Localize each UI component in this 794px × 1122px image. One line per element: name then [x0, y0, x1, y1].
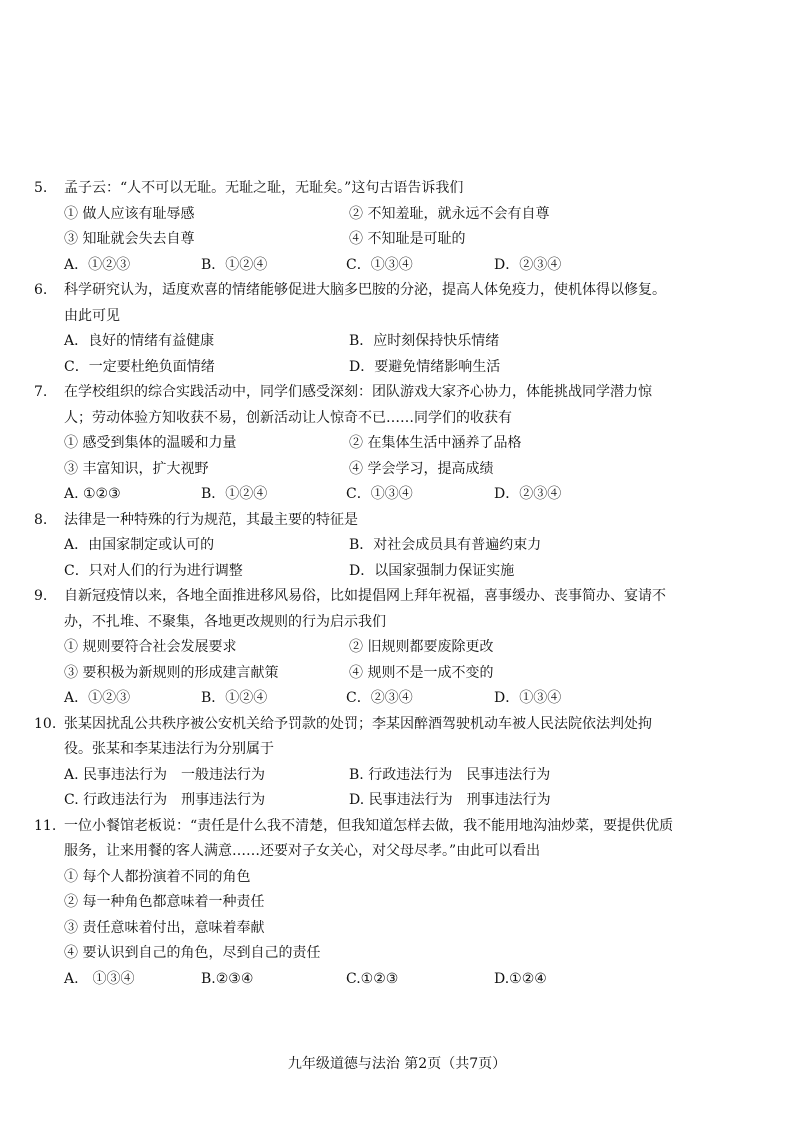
question-text: 张某因扰乱公共秩序被公安机关给予罚款的处罚；李某因醉酒驾驶机动车被人民法院依法判处拘役。张某和李某违法行为分别属于 [64, 715, 652, 757]
statement-item: ② 每一种角色都意味着一种责任 [64, 894, 265, 910]
option-a[interactable]: A. 民事违法行为 一般违法行为 [64, 766, 266, 783]
option-b[interactable]: B．①②④ [201, 486, 268, 502]
statement-item: ① 做人应该有耻辱感 [64, 205, 195, 222]
statement-item: ② 在集体生活中涵养了品格 [349, 435, 522, 451]
question-stem [34, 584, 674, 635]
statement-item: ② 不知羞耻，就永远不会有自尊 [349, 205, 550, 222]
question-number: 7. [34, 384, 48, 400]
question-number: 10. [34, 715, 57, 732]
question-number: 8. [34, 511, 48, 528]
option-c[interactable]: C．一定要杜绝负面情绪 [64, 358, 215, 375]
answer-options-row [34, 763, 674, 789]
question-number: 11. [34, 817, 57, 834]
question-text: 孟子云：“人不可以无耻。无耻之耻，无耻矣。”这句古语告诉我们 [64, 180, 464, 196]
question-list [34, 176, 674, 992]
option-c[interactable]: C．①③④ [346, 486, 413, 502]
statement-row [34, 227, 674, 253]
question-7 [34, 380, 674, 508]
option-c[interactable]: C．只对人们的行为进行调整 [64, 562, 243, 579]
question-text: 自新冠疫情以来，各地全面推进移风易俗，比如提倡网上拜年祝福，喜事缓办、丧事简办、宴请不办，不扎堆、不聚集，各地更改规则的行为启示我们 [64, 588, 666, 630]
statement-row [34, 202, 674, 228]
question-stem [34, 278, 674, 329]
question-stem [34, 508, 674, 534]
statement-item: ③ 要积极为新规则的形成建言献策 [64, 664, 279, 681]
option-b[interactable]: B．①②④ [201, 256, 268, 273]
statement-item: ① 感受到集体的温暖和力量 [64, 435, 237, 451]
question-stem [34, 380, 674, 431]
question-text: 法律是一种特殊的行为规范，其最主要的特征是 [64, 511, 358, 528]
statement-item: ④ 不知耻是可耻的 [349, 231, 466, 247]
option-b[interactable]: B．应时刻保持快乐情绪 [349, 333, 500, 349]
option-b[interactable]: B．对社会成员具有普遍约束力 [349, 537, 542, 553]
answer-options [34, 967, 674, 993]
question-stem [34, 814, 674, 865]
option-d[interactable]: D．①③④ [494, 690, 562, 706]
question-6 [34, 278, 674, 380]
statement-row [34, 457, 674, 483]
question-text: 科学研究认为，适度欢喜的情绪能够促进大脑多巴胺的分泌，提高人体免疫力，使机体得以修复。由此可见 [64, 282, 666, 324]
answer-options-row [34, 329, 674, 355]
option-d[interactable]: D．要避免情绪影响生活 [349, 358, 501, 375]
option-d[interactable]: D.①②④ [494, 970, 547, 987]
option-d[interactable]: D．②③④ [494, 256, 562, 273]
question-stem [34, 712, 674, 763]
option-c[interactable]: C．②③④ [346, 690, 413, 706]
statement-item: ④ 规则不是一成不变的 [349, 664, 494, 681]
option-d[interactable]: D．以国家强制力保证实施 [349, 562, 515, 579]
statement-item: ③ 丰富知识，扩大视野 [64, 460, 209, 477]
answer-options [34, 482, 674, 508]
question-text: 在学校组织的综合实践活动中，同学们感受深刻：团队游戏大家齐心协力，体能挑战同学潜力惊人；劳动体验方知收获不易，创新活动让人惊奇不已……同学们的收获有 [64, 384, 652, 426]
option-b[interactable]: B.②③④ [201, 970, 254, 987]
option-b[interactable]: B. 行政违法行为 民事违法行为 [349, 766, 551, 783]
question-9 [34, 584, 674, 712]
statement-item: ④ 学会学习，提高成绩 [349, 460, 494, 477]
question-number: 5. [34, 180, 48, 196]
question-stem [34, 176, 674, 202]
answer-options [34, 686, 674, 712]
question-text: 一位小餐馆老板说：“责任是什么我不清楚，但我知道怎样去做，我不能用地沟油炒菜，要提供优质服务，让来用餐的客人满意……还要对子女关心，对父母尽孝。”由此可以看出 [64, 817, 674, 859]
statement-row [34, 431, 674, 457]
option-a[interactable]: A．①②③ [64, 256, 131, 273]
question-number: 9. [34, 588, 48, 604]
option-d[interactable]: D. 民事违法行为 刑事违法行为 [349, 792, 551, 808]
option-a[interactable]: A．①②③ [64, 690, 131, 706]
statement-item: ① 每个人都扮演着不同的角色 [64, 868, 251, 885]
question-8 [34, 508, 674, 585]
question-number: 6. [34, 282, 48, 298]
answer-options-row [34, 533, 674, 559]
statement-item: ③ 知耻就会失去自尊 [64, 231, 195, 247]
page-footer: 九年级道德与法治 第2页（共7页） [287, 1056, 507, 1072]
option-d[interactable]: D．②③④ [494, 486, 562, 502]
question-5 [34, 176, 674, 278]
answer-options-row [34, 559, 674, 585]
question-11 [34, 814, 674, 993]
option-a[interactable]: A. ①②③ [64, 486, 121, 502]
option-a[interactable]: A. ①③④ [64, 970, 135, 987]
option-c[interactable]: C．①③④ [346, 256, 413, 273]
statement-row [34, 635, 674, 661]
question-10 [34, 712, 674, 814]
option-a[interactable]: A．由国家制定或认可的 [64, 537, 215, 553]
option-c[interactable]: C. 行政违法行为 刑事违法行为 [64, 792, 266, 808]
statement-item: ② 旧规则都要废除更改 [349, 639, 494, 655]
statement-item: ④ 要认识到自己的角色，尽到自己的责任 [64, 945, 321, 961]
statement-item: ① 规则要符合社会发展要求 [64, 639, 237, 655]
answer-options-row [34, 355, 674, 381]
statement-row [34, 661, 674, 687]
option-c[interactable]: C.①②③ [346, 970, 399, 987]
answer-options [34, 253, 674, 279]
option-b[interactable]: B．①②④ [201, 690, 268, 706]
answer-options-row [34, 788, 674, 814]
option-a[interactable]: A．良好的情绪有益健康 [64, 333, 215, 349]
statement-item: ③ 责任意味着付出，意味着奉献 [64, 919, 265, 936]
